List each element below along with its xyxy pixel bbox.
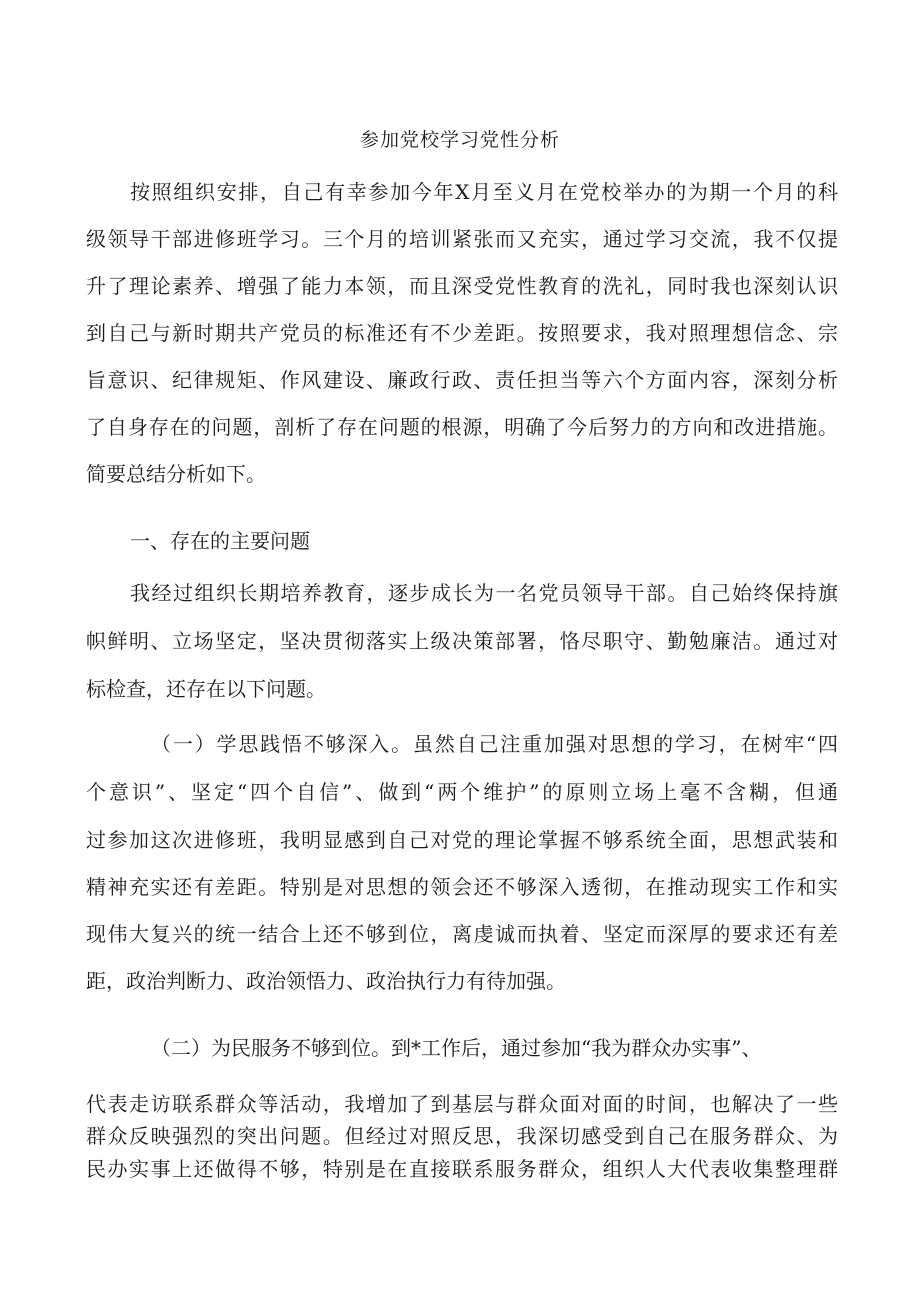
paragraph-line: 个意识”、坚定“四个自信”、做到“两个维护”的原则立场上毫不含糊，但通 <box>86 780 838 804</box>
paragraph-line: 旨意识、纪律规矩、作风建设、廉政行政、责任担当等六个方面内容，深刻分析 <box>86 368 838 392</box>
paragraph-line: 级领导干部进修班学习。三个月的培训紧张而又充实，通过学习交流，我不仅提 <box>86 227 838 251</box>
paragraph-line: 按照组织安排，自己有幸参加今年X月至义月在党校举办的为期一个月的科 <box>130 180 838 204</box>
paragraph-line: 民办实事上还做得不够，特别是在直接联系服务群众，组织人大代表收集整理群 <box>86 1157 838 1181</box>
paragraph-line: 升了理论素养、增强了能力本领，而且深受党性教育的洗礼，同时我也深刻认识 <box>86 274 838 298</box>
paragraph-line: （二）为民服务不够到位。到*工作后，通过参加“我为群众办实事”、 <box>151 1036 762 1060</box>
paragraph-line: 了自身存在的问题，剖析了存在问题的根源，明确了今后努力的方向和改进措施。 <box>86 415 838 439</box>
paragraph-line: 帜鲜明、立场坚定，坚决贯彻落实上级决策部署，恪尽职守、勤勉廉洁。通过对 <box>86 629 838 653</box>
paragraph-line: 群众反映强烈的突出问题。但经过对照反思，我深切感受到自己在服务群众、为 <box>86 1124 838 1148</box>
paragraph-line: （一）学思践悟不够深入。虽然自己注重加强对思想的学习，在树牢“四 <box>151 732 838 756</box>
section-heading: 一、存在的主要问题 <box>130 529 310 553</box>
paragraph-line: 简要总结分析如下。 <box>86 462 266 486</box>
paragraph-line: 距，政治判断力、政治领悟力、政治执行力有待加强。 <box>86 969 566 993</box>
paragraph-line: 代表走访联系群众等活动，我增加了到基层与群众面对面的时间，也解决了一些 <box>86 1092 838 1116</box>
paragraph-line: 标检查，还存在以下问题。 <box>86 677 326 701</box>
paragraph-line: 我经过组织长期培养教育，逐步成长为一名党员领导干部。自己始终保持旗 <box>130 581 838 605</box>
paragraph-line: 精神充实还有差距。特别是对思想的领会还不够深入透彻，在推动现实工作和实 <box>86 875 838 899</box>
document-title: 参加党校学习党性分析 <box>359 129 560 151</box>
paragraph-line: 到自己与新时期共产党员的标准还有不少差距。按照要求，我对照理想信念、宗 <box>86 321 838 345</box>
paragraph-line: 现伟大复兴的统一结合上还不够到位，离虔诚而执着、坚定而深厚的要求还有差 <box>86 922 838 946</box>
paragraph-line: 过参加这次进修班，我明显感到自己对党的理论掌握不够系统全面，思想武装和 <box>86 828 838 852</box>
